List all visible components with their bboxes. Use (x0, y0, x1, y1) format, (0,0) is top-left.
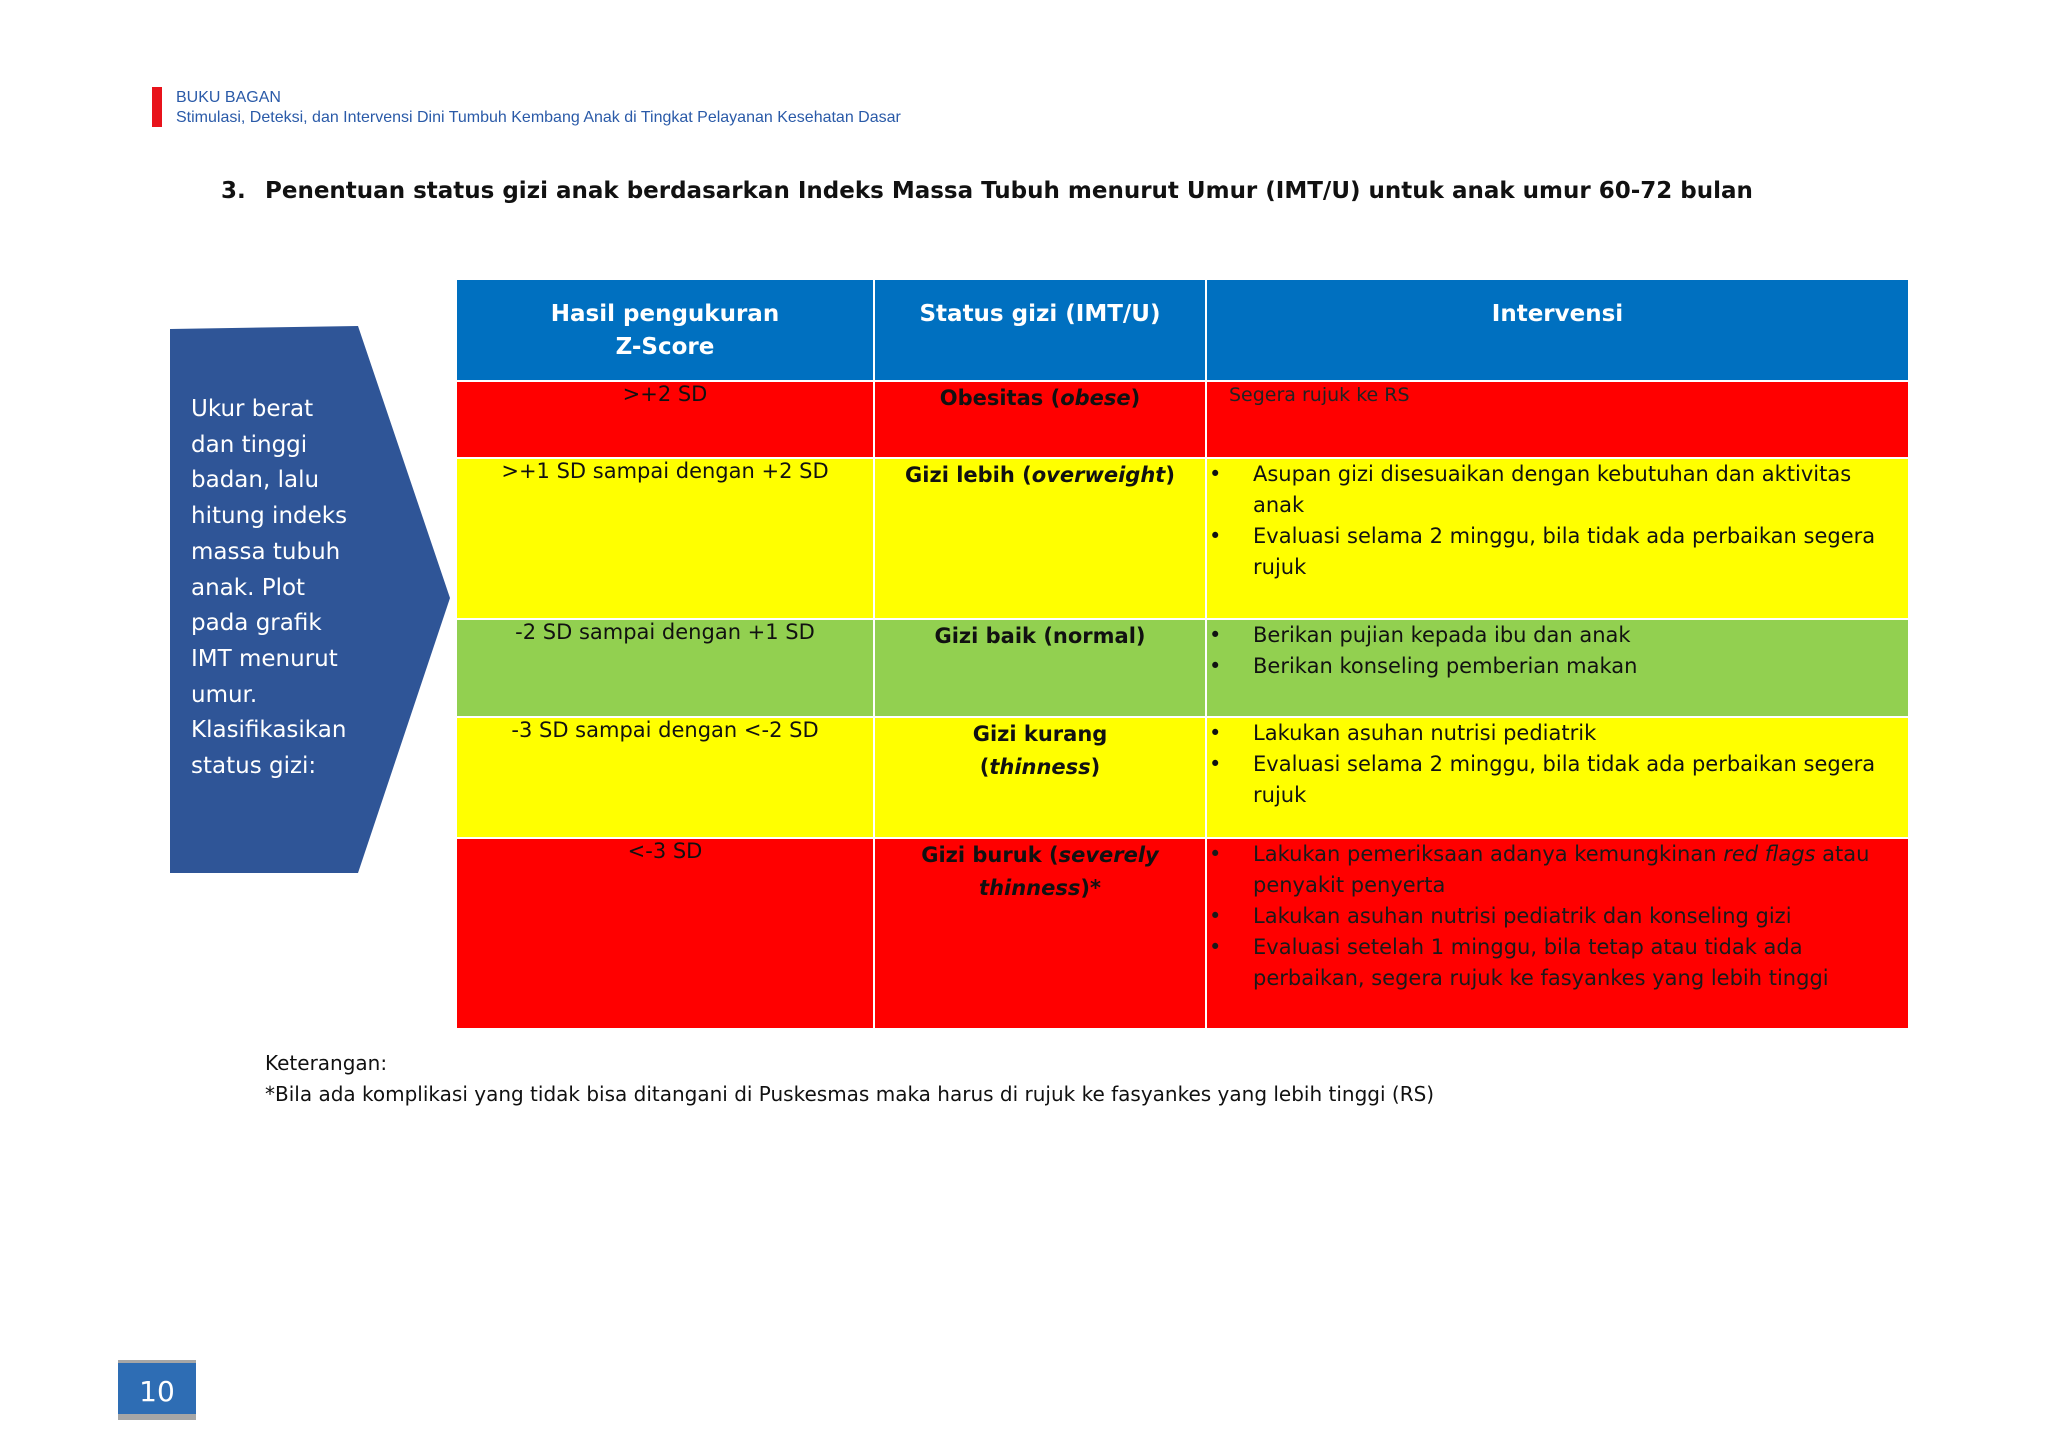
table-row (456, 619, 1909, 717)
status-text: Gizi kurang (972, 722, 1108, 746)
section-title-text: Penentuan status gizi anak berdasarkan Indeks Massa Tubuh menurut Umur (IMT/U) untuk anak umur 60-72 bulan (265, 178, 1753, 204)
intervention-cell (1206, 458, 1909, 619)
instruction-line: Ukur berat (191, 396, 314, 422)
table-row (456, 717, 1909, 838)
header-status: Status gizi (IMT/U) (874, 279, 1206, 381)
status-text: Gizi buruk ( (921, 843, 1059, 867)
list-item: • Lakukan asuhan nutrisi pediatrik (1207, 718, 1908, 749)
header-intervention: Intervensi (1206, 279, 1909, 381)
list-item-term: red flags (1723, 842, 1816, 866)
list-item: • Evaluasi selama 2 minggu, bila tidak ada perbaikan segera rujuk (1207, 749, 1908, 811)
status-cell (874, 458, 1206, 619)
intervention-cell (1206, 619, 1909, 717)
instruction-line: massa tubuh (191, 538, 341, 565)
instruction-text (191, 392, 366, 785)
table-row (456, 838, 1909, 1029)
instruction-line: pada grafik (191, 610, 322, 637)
section-number: 3. (221, 178, 246, 204)
instruction-line: anak. Plot (191, 574, 306, 601)
zscore-cell: <-3 SD (456, 838, 874, 1029)
instruction-line: hitung indeks (191, 503, 348, 530)
table-row (456, 458, 1909, 619)
intervention-list (1207, 839, 1908, 994)
intervention-text: Segera rujuk ke RS (1229, 384, 1410, 406)
status-text-end: )* (1080, 876, 1101, 900)
header-zscore-line1: Hasil pengukuran (550, 301, 780, 327)
instruction-line: status gizi: (191, 753, 317, 780)
status-term: obese (1060, 386, 1131, 410)
section-title (221, 178, 1753, 204)
status-term: severely thinness (979, 843, 1159, 900)
header-accent-bar (152, 87, 162, 127)
zscore-cell: -2 SD sampai dengan +1 SD (456, 619, 874, 717)
status-text: Gizi lebih ( (905, 463, 1032, 487)
list-item-text-end: atau penyakit penyerta (1253, 842, 1870, 897)
status-cell (874, 838, 1206, 1029)
table-header-row (456, 279, 1909, 381)
intervention-list (1207, 718, 1908, 811)
status-cell (874, 381, 1206, 458)
list-item-text: Lakukan pemeriksaan adanya kemungkinan (1253, 842, 1724, 866)
header-title: BUKU BAGAN (176, 89, 281, 106)
instruction-arrow-box (170, 326, 456, 873)
header-subtitle: Stimulasi, Deteksi, dan Intervensi Dini Tumbuh Kembang Anak di Tingkat Pelayanan Kesehatan Dasar (176, 109, 901, 126)
status-paren-close: ) (1090, 755, 1101, 779)
list-item: • Evaluasi setelah 1 minggu, bila tetap atau tidak ada perbaikan, segera rujuk ke fasyankes yang lebih tinggi (1207, 932, 1908, 994)
status-term-line (875, 751, 1205, 784)
status-text: Obesitas ( (939, 386, 1061, 410)
list-item: • Berikan konseling pemberian makan (1207, 651, 1908, 682)
header-zscore-line2: Z-Score (615, 334, 715, 360)
status-cell: Gizi baik (normal) (874, 619, 1206, 717)
footnote-label: Keterangan: (265, 1051, 388, 1075)
zscore-cell: >+2 SD (456, 381, 874, 458)
list-item (1207, 839, 1908, 901)
instruction-line: umur. (191, 681, 258, 708)
intervention-list (1207, 459, 1908, 583)
zscore-cell: >+1 SD sampai dengan +2 SD (456, 458, 874, 619)
status-text-end: ) (1130, 386, 1141, 410)
zscore-cell: -3 SD sampai dengan <-2 SD (456, 717, 874, 838)
list-item: • Lakukan asuhan nutrisi pediatrik dan konseling gizi (1207, 901, 1908, 932)
page-number: 10 (118, 1360, 196, 1420)
instruction-line: badan, lalu (191, 467, 320, 494)
intervention-cell (1206, 838, 1909, 1029)
footnote (265, 1048, 1434, 1110)
intervention-cell (1206, 717, 1909, 838)
intervention-cell (1206, 381, 1909, 458)
list-item: • Berikan pujian kepada ibu dan anak (1207, 620, 1908, 651)
footnote-text: *Bila ada komplikasi yang tidak bisa ditangani di Puskesmas maka harus di rujuk ke fasyankes yang lebih tinggi (RS) (265, 1082, 1435, 1106)
intervention-list (1207, 620, 1908, 682)
instruction-line: IMT menurut (191, 645, 338, 672)
status-term: thinness (989, 755, 1091, 779)
status-text-end: ) (1165, 463, 1175, 487)
instruction-line: dan tinggi (191, 431, 308, 458)
status-cell (874, 717, 1206, 838)
table-row (456, 381, 1909, 458)
header-zscore (456, 279, 874, 381)
status-paren-open: ( (979, 755, 990, 779)
status-term: overweight (1031, 463, 1166, 487)
list-item: • Asupan gizi disesuaikan dengan kebutuhan dan aktivitas anak (1207, 459, 1908, 521)
nutrition-status-table (455, 278, 1910, 1030)
list-item: • Evaluasi selama 2 minggu, bila tidak ada perbaikan segera rujuk (1207, 521, 1908, 583)
instruction-line: Klasifikasikan (191, 717, 347, 744)
